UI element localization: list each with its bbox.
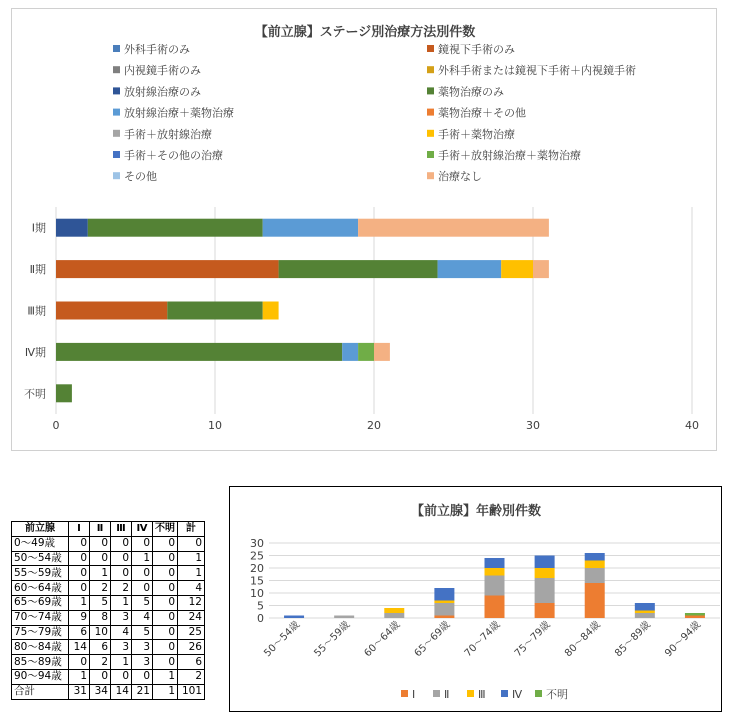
legend-label: Ⅱ — [444, 688, 450, 701]
age-count-table — [11, 521, 205, 700]
table-cell: 9 — [69, 610, 90, 625]
bar-segment — [342, 343, 358, 361]
bar-segment — [434, 603, 454, 616]
x-tick-label: 0 — [52, 419, 60, 432]
x-category-label: 60～64歳 — [362, 619, 403, 660]
table-body — [12, 536, 205, 699]
table-cell: 0 — [69, 551, 90, 566]
x-tick-label: 40 — [685, 419, 699, 432]
table-cell: 1 — [69, 669, 90, 684]
table-row-label: 70～74歳 — [12, 610, 69, 625]
bar-segment — [56, 343, 342, 361]
table-cell: 4 — [132, 610, 153, 625]
table-cell: 0 — [90, 669, 111, 684]
table-header-cell: Ⅱ — [90, 522, 111, 537]
legend-label: 手術＋薬物治療 — [438, 127, 515, 141]
table-cell: 25 — [178, 625, 205, 640]
bar-segment — [358, 343, 374, 361]
bar-segment — [434, 616, 454, 619]
age-count-chart-svg — [230, 487, 723, 713]
bar-segment — [533, 260, 549, 278]
table-cell: 6 — [178, 655, 205, 670]
table-header-cell: Ⅰ — [69, 522, 90, 537]
table-cell: 0 — [132, 581, 153, 596]
bar-segment — [56, 260, 279, 278]
table-cell: 31 — [69, 684, 90, 699]
bar-segment — [485, 596, 505, 619]
table-cell: 0 — [153, 566, 178, 581]
table-cell: 4 — [111, 625, 132, 640]
legend-label: 手術＋放射線治療 — [124, 127, 212, 141]
bar-segment — [585, 553, 605, 561]
legend-swatch — [433, 690, 440, 697]
bar-segment — [685, 616, 705, 619]
chart-title: 【前立腺】ステージ別治療方法別件数 — [254, 25, 476, 40]
table-cell: 3 — [111, 610, 132, 625]
legend-label: 放射線治療＋薬物治療 — [124, 106, 234, 120]
table-cell: 1 — [178, 551, 205, 566]
table-cell: 0 — [153, 625, 178, 640]
bar-segment — [263, 302, 279, 320]
table-cell: 0 — [132, 566, 153, 581]
table-cell: 24 — [178, 610, 205, 625]
bar-segment — [279, 260, 438, 278]
bar-segment — [635, 603, 655, 611]
bar-segment — [434, 588, 454, 601]
table-cell: 1 — [132, 551, 153, 566]
table-cell: 5 — [90, 595, 111, 610]
table-row-label: 65～69歳 — [12, 595, 69, 610]
legend-swatch — [113, 130, 120, 137]
table-cell: 0 — [178, 536, 205, 551]
bar-segment — [485, 558, 505, 568]
table-cell: 6 — [90, 640, 111, 655]
table-row — [12, 640, 205, 655]
table-row — [12, 669, 205, 684]
table-cell: 0 — [69, 655, 90, 670]
legend-label: その他 — [124, 170, 157, 184]
legend-label: 内視鏡手術のみ — [124, 64, 201, 78]
table-cell: 3 — [132, 640, 153, 655]
table-header-cell: Ⅲ — [111, 522, 132, 537]
legend-label: Ⅰ — [412, 688, 416, 701]
y-tick-label: 10 — [250, 587, 264, 600]
table-header-cell: 前立腺 — [12, 522, 69, 537]
table-cell: 101 — [178, 684, 205, 699]
table-cell: 12 — [178, 595, 205, 610]
legend-label: 手術＋放射線治療＋薬物治療 — [438, 149, 581, 162]
table-row-label: 80～84歳 — [12, 640, 69, 655]
table-cell: 0 — [111, 536, 132, 551]
y-tick-label: 5 — [257, 599, 264, 613]
legend-swatch — [427, 45, 434, 52]
legend-swatch — [401, 690, 408, 697]
table-cell: 1 — [153, 669, 178, 684]
bar-segment — [167, 302, 262, 320]
x-category-label: 75～79歳 — [512, 619, 553, 660]
x-tick-label: 20 — [367, 419, 381, 432]
y-tick-label: 25 — [250, 549, 264, 563]
x-tick-label: 10 — [208, 419, 222, 432]
table-cell: 14 — [69, 640, 90, 655]
bar-segment — [384, 613, 404, 618]
table-header-cell: 不明 — [153, 522, 178, 537]
table-cell: 5 — [132, 595, 153, 610]
legend-swatch — [427, 172, 434, 179]
x-tick-label: 30 — [526, 419, 540, 432]
table-row — [12, 536, 205, 551]
table-cell: 10 — [90, 625, 111, 640]
chart-title: 【前立腺】年齢別件数 — [410, 504, 542, 519]
table-row — [12, 595, 205, 610]
table-cell: 2 — [178, 669, 205, 684]
y-category-label: 不明 — [24, 387, 46, 401]
legend-swatch — [113, 172, 120, 179]
table-cell: 0 — [132, 536, 153, 551]
x-category-label: 70～74歳 — [462, 619, 503, 660]
table-row-label: 75～79歳 — [12, 625, 69, 640]
table-row — [12, 610, 205, 625]
table-cell: 2 — [90, 655, 111, 670]
bar-segment — [56, 219, 88, 237]
table-cell: 2 — [111, 581, 132, 596]
legend-swatch — [427, 130, 434, 137]
table-cell: 34 — [90, 684, 111, 699]
legend-swatch — [427, 87, 434, 94]
legend-swatch — [467, 690, 474, 697]
table-cell: 3 — [111, 640, 132, 655]
bar-segment — [685, 613, 705, 616]
bar-segment — [334, 616, 354, 619]
table-cell: 1 — [153, 684, 178, 699]
table-row-label: 85～89歳 — [12, 655, 69, 670]
stage-treatment-chart-svg — [12, 9, 718, 452]
bar-segment — [585, 583, 605, 618]
x-category-label: 90～94歳 — [663, 619, 704, 660]
table-cell: 4 — [178, 581, 205, 596]
legend-label: 薬物治療のみ — [438, 85, 504, 99]
bar-segment — [485, 568, 505, 576]
table-cell: 21 — [132, 684, 153, 699]
legend-label: 外科手術のみ — [124, 43, 190, 56]
table-row-label: 0～49歳 — [12, 536, 69, 551]
x-category-label: 80～84歳 — [562, 619, 603, 660]
bar-segment — [384, 608, 404, 613]
bar-segment — [535, 556, 555, 569]
table-cell: 5 — [132, 625, 153, 640]
bar-segment — [535, 578, 555, 603]
x-category-label: 65～69歳 — [412, 619, 453, 660]
table-cell: 0 — [90, 551, 111, 566]
table-cell: 26 — [178, 640, 205, 655]
legend-swatch — [113, 87, 120, 94]
y-tick-label: 30 — [250, 537, 264, 550]
y-tick-label: 15 — [250, 574, 264, 588]
bar-segment — [56, 302, 167, 320]
table-cell: 0 — [69, 581, 90, 596]
table-row-label: 60～64歳 — [12, 581, 69, 596]
table-cell: 0 — [153, 536, 178, 551]
table-cell: 1 — [90, 566, 111, 581]
legend-swatch — [113, 151, 120, 158]
table-row — [12, 551, 205, 566]
table-row — [12, 566, 205, 581]
table-cell: 0 — [90, 536, 111, 551]
table-header-row — [12, 522, 205, 537]
table-cell: 0 — [153, 610, 178, 625]
y-category-label: Ⅲ期 — [27, 304, 46, 318]
table-row — [12, 625, 205, 640]
legend-label: Ⅳ — [512, 688, 523, 701]
bar-segment — [88, 219, 263, 237]
legend-label: 薬物治療＋その他 — [438, 106, 526, 120]
bar-segment — [56, 384, 72, 402]
bar-segment — [635, 611, 655, 614]
table-row — [12, 684, 205, 699]
legend-label: 治療なし — [438, 170, 482, 184]
x-category-label: 55～59歳 — [312, 619, 353, 660]
table-cell: 6 — [69, 625, 90, 640]
bar-segment — [501, 260, 533, 278]
table-header-cell: 計 — [178, 522, 205, 537]
bar-segment — [535, 568, 555, 578]
table-cell: 0 — [69, 536, 90, 551]
table-row-label: 合計 — [12, 684, 69, 699]
legend-swatch — [113, 45, 120, 52]
bar-segment — [374, 343, 390, 361]
table-cell: 0 — [153, 655, 178, 670]
stage-treatment-chart — [11, 8, 717, 451]
y-tick-label: 20 — [250, 562, 264, 575]
table-cell: 1 — [178, 566, 205, 581]
table-cell: 3 — [132, 655, 153, 670]
legend-swatch — [501, 690, 508, 697]
bar-segment — [263, 219, 358, 237]
x-category-label: 50～54歳 — [262, 619, 303, 660]
bar-segment — [585, 561, 605, 569]
legend-swatch — [535, 690, 542, 697]
bar-segment — [434, 601, 454, 604]
y-category-label: Ⅰ期 — [31, 221, 46, 235]
table-cell: 0 — [69, 566, 90, 581]
table-row — [12, 581, 205, 596]
table-cell: 1 — [111, 655, 132, 670]
table-cell: 2 — [90, 581, 111, 596]
table-row-label: 55～59歳 — [12, 566, 69, 581]
bar-segment — [635, 613, 655, 618]
table-cell: 0 — [132, 669, 153, 684]
table-cell: 0 — [111, 551, 132, 566]
legend-swatch — [113, 66, 120, 73]
table-cell: 14 — [111, 684, 132, 699]
y-category-label: Ⅳ期 — [24, 345, 46, 359]
legend-label: 鏡視下手術のみ — [438, 43, 515, 56]
table-cell: 0 — [153, 595, 178, 610]
legend-swatch — [113, 109, 120, 116]
bar-segment — [438, 260, 502, 278]
legend-label: 不明 — [546, 688, 568, 701]
table-row — [12, 655, 205, 670]
legend-swatch — [427, 66, 434, 73]
table-cell: 0 — [153, 640, 178, 655]
x-category-label: 85～89歳 — [613, 619, 653, 660]
table-row-label: 50～54歳 — [12, 551, 69, 566]
table-cell: 0 — [153, 581, 178, 596]
legend-label: 手術＋その他の治療 — [124, 149, 223, 162]
table-cell: 0 — [111, 566, 132, 581]
age-count-chart — [229, 486, 722, 712]
y-tick-label: 0 — [257, 612, 264, 625]
table-row-label: 90～94歳 — [12, 669, 69, 684]
bar-segment — [358, 219, 549, 237]
legend-label: 放射線治療のみ — [124, 85, 201, 99]
bar-segment — [485, 576, 505, 596]
legend-swatch — [427, 109, 434, 116]
table-header-cell: Ⅳ — [132, 522, 153, 537]
table-cell: 1 — [69, 595, 90, 610]
legend-swatch — [427, 151, 434, 158]
table-cell: 0 — [111, 669, 132, 684]
bar-segment — [585, 568, 605, 583]
bar-segment — [284, 616, 304, 619]
legend-label: 外科手術または鏡視下手術＋内視鏡手術 — [438, 64, 636, 78]
table-cell: 8 — [90, 610, 111, 625]
legend-label: Ⅲ — [478, 688, 486, 701]
table-cell: 0 — [153, 551, 178, 566]
table-cell: 1 — [111, 595, 132, 610]
bar-segment — [535, 603, 555, 618]
y-category-label: Ⅱ期 — [29, 263, 46, 277]
